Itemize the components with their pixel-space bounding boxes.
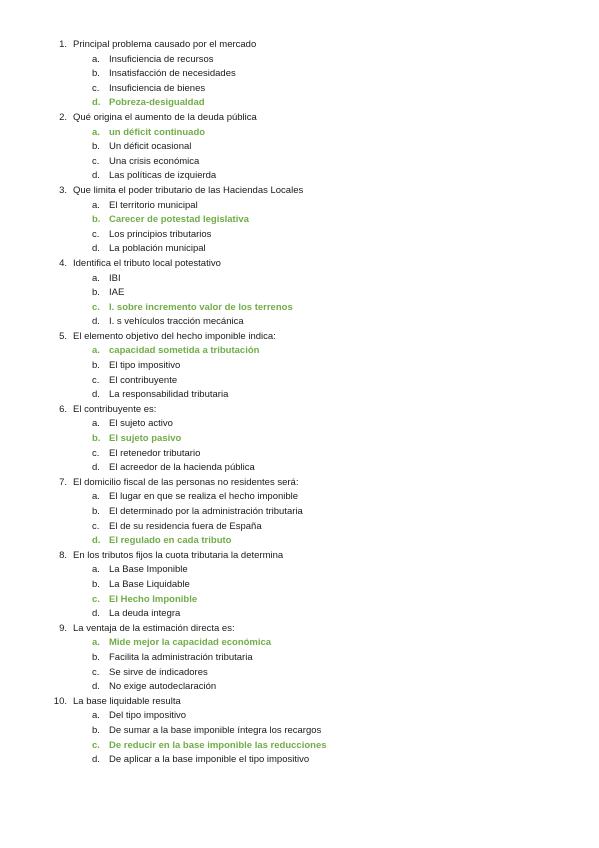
option [0, 724, 599, 739]
option-correct [0, 593, 599, 608]
option [0, 520, 599, 535]
option-letter: b. [92, 651, 100, 663]
option-letter: d. [92, 316, 100, 328]
question-number: 3. [59, 184, 67, 196]
option [0, 155, 599, 170]
option-text: De aplicar a la base imponible el tipo impositivo [109, 754, 310, 766]
question-7 [0, 476, 599, 491]
question-text: El elemento objetivo del hecho imponible indica: [73, 330, 276, 342]
option-text: El Hecho Imponible [109, 593, 198, 605]
option [0, 315, 599, 330]
option-text: Carecer de potestad legislativa [109, 214, 249, 226]
option-letter: a. [92, 345, 100, 357]
question-5 [0, 330, 599, 345]
option-letter: b. [92, 433, 101, 445]
option-text: El acreedor de la hacienda pública [109, 462, 255, 474]
option-text: IBI [109, 272, 121, 284]
option [0, 505, 599, 520]
option-text: De sumar a la base imponible íntegra los recargos [109, 724, 322, 736]
option-letter: d. [92, 389, 100, 401]
question-3 [0, 184, 599, 199]
option [0, 359, 599, 374]
question-4 [0, 257, 599, 272]
option-correct [0, 739, 599, 754]
option-letter: c. [92, 666, 100, 678]
option-letter: a. [92, 710, 100, 722]
question-number: 10. [53, 695, 67, 707]
option-letter: d. [92, 462, 100, 474]
option-letter: d. [92, 608, 100, 620]
option [0, 169, 599, 184]
option-text: Las políticas de izquierda [109, 170, 217, 182]
option-text: El determinado por la administración tributaria [109, 506, 303, 517]
question-6 [0, 403, 599, 418]
option-text: Mide mejor la capacidad económica [109, 637, 272, 649]
option [0, 607, 599, 622]
option [0, 242, 599, 257]
option-letter: a. [92, 272, 100, 284]
option [0, 447, 599, 462]
option [0, 82, 599, 97]
option-letter: b. [92, 214, 101, 226]
option [0, 563, 599, 578]
option-text: El tipo impositivo [109, 360, 181, 372]
option-text: El contribuyente [109, 374, 178, 386]
question-9 [0, 622, 599, 637]
option-letter: a. [92, 637, 100, 649]
question-text: Que limita el poder tributario de las Haciendas Locales [73, 184, 304, 196]
option-letter: a. [92, 53, 100, 65]
question-text: Identifica el tributo local potestativo [73, 257, 221, 269]
option-letter: c. [92, 447, 100, 459]
question-text: La base liquidable resulta [73, 695, 181, 707]
question-10 [0, 695, 599, 710]
option [0, 666, 599, 681]
question-number: 5. [59, 330, 67, 342]
option-letter: d. [92, 681, 100, 693]
option-letter: b. [92, 360, 100, 372]
question-text: En los tributos fijos la cuota tributaria la determina [73, 549, 284, 561]
option [0, 680, 599, 695]
quiz-list [0, 38, 599, 768]
question-number: 7. [59, 476, 67, 488]
option [0, 53, 599, 68]
option-letter: d. [92, 97, 101, 109]
option-text: El sujeto pasivo [109, 433, 182, 445]
option-text: I. sobre incremento valor de los terrenos [109, 301, 293, 313]
option-letter: a. [92, 126, 100, 138]
option [0, 228, 599, 243]
option-correct [0, 636, 599, 651]
question-text: La ventaja de la estimación directa es: [73, 622, 235, 634]
option-text: Insuficiencia de bienes [109, 82, 206, 94]
question-text: El contribuyente es: [73, 403, 157, 415]
option [0, 286, 599, 301]
option-letter: a. [92, 199, 100, 211]
option-text: La Base Imponible [109, 564, 188, 576]
option-letter: d. [92, 243, 100, 255]
question-number: 8. [59, 549, 67, 561]
option-letter: d. [92, 170, 100, 182]
question-number: 1. [59, 39, 67, 50]
option-text: Los principios tributarios [109, 228, 212, 240]
option-text: Facilita la administración tributaria [109, 651, 253, 663]
option [0, 709, 599, 724]
option-text: La población municipal [109, 243, 206, 255]
option-letter: c. [92, 739, 100, 751]
option-text: El retenedor tributario [109, 447, 201, 459]
option [0, 199, 599, 214]
option-text: Insuficiencia de recursos [109, 53, 214, 65]
option-letter: b. [92, 578, 100, 590]
option [0, 461, 599, 476]
option-text: El de su residencia fuera de España [109, 520, 262, 532]
option [0, 272, 599, 287]
option [0, 374, 599, 389]
option-letter: b. [92, 68, 100, 80]
option-letter: c. [92, 520, 100, 532]
option [0, 140, 599, 155]
option-letter: c. [92, 82, 100, 94]
option-text: La deuda integra [109, 608, 181, 620]
option-letter: a. [92, 564, 100, 576]
option [0, 651, 599, 666]
option [0, 388, 599, 403]
option-text: capacidad sometida a tributación [109, 345, 260, 357]
option-letter: c. [92, 155, 100, 167]
option-correct [0, 534, 599, 549]
option-correct [0, 96, 599, 111]
option-text: La responsabilidad tributaria [109, 389, 229, 401]
option [0, 753, 599, 768]
option-text: No exige autodeclaración [109, 681, 217, 693]
question-number: 2. [59, 111, 67, 123]
question-number: 9. [59, 622, 67, 634]
option [0, 578, 599, 593]
question-8 [0, 549, 599, 564]
option-correct [0, 344, 599, 359]
option-text: De reducir en la base imponible las reducciones [109, 739, 327, 751]
option-text: Pobreza-desigualdad [109, 97, 205, 109]
option-text: Se sirve de indicadores [109, 666, 208, 678]
option-letter: d. [92, 535, 101, 547]
option [0, 417, 599, 432]
option-letter: c. [92, 228, 100, 240]
question-number: 6. [59, 403, 67, 415]
option-text: El territorio municipal [109, 199, 198, 211]
option [0, 67, 599, 82]
option-text: La Base Liquidable [109, 578, 190, 590]
option-text: Un déficit ocasional [109, 141, 192, 153]
option-letter: b. [92, 141, 100, 153]
question-1 [0, 38, 599, 53]
option-letter: a. [92, 491, 100, 503]
option-text: El sujeto activo [109, 418, 173, 430]
question-2 [0, 111, 599, 126]
option-text: un déficit continuado [109, 126, 206, 138]
option-letter: a. [92, 418, 100, 430]
question-text: Qué origina el aumento de la deuda pública [73, 111, 257, 123]
option-text: El regulado en cada tributo [109, 535, 232, 547]
option-correct [0, 301, 599, 316]
option [0, 490, 599, 505]
option-text: Insatisfacción de necesidades [109, 68, 236, 80]
question-number: 4. [59, 257, 67, 269]
option-correct [0, 213, 599, 228]
option-letter: d. [92, 754, 100, 766]
option-letter: b. [92, 724, 100, 736]
option-correct [0, 432, 599, 447]
option-text: I. s vehículos tracción mecánica [109, 316, 244, 328]
option-letter: c. [92, 593, 100, 605]
option-letter: b. [92, 287, 100, 299]
option-text: Del tipo impositivo [109, 710, 187, 722]
option-letter: b. [92, 506, 100, 517]
option-text: Una crisis económica [109, 155, 200, 167]
option-correct [0, 126, 599, 141]
option-letter: c. [92, 301, 100, 313]
question-text: Principal problema causado por el mercado [73, 39, 257, 50]
option-text: El lugar en que se realiza el hecho imponible [109, 491, 299, 503]
question-text: El domicilio fiscal de las personas no residentes será: [73, 476, 299, 488]
option-text: IAE [109, 287, 125, 299]
option-letter: c. [92, 374, 100, 386]
